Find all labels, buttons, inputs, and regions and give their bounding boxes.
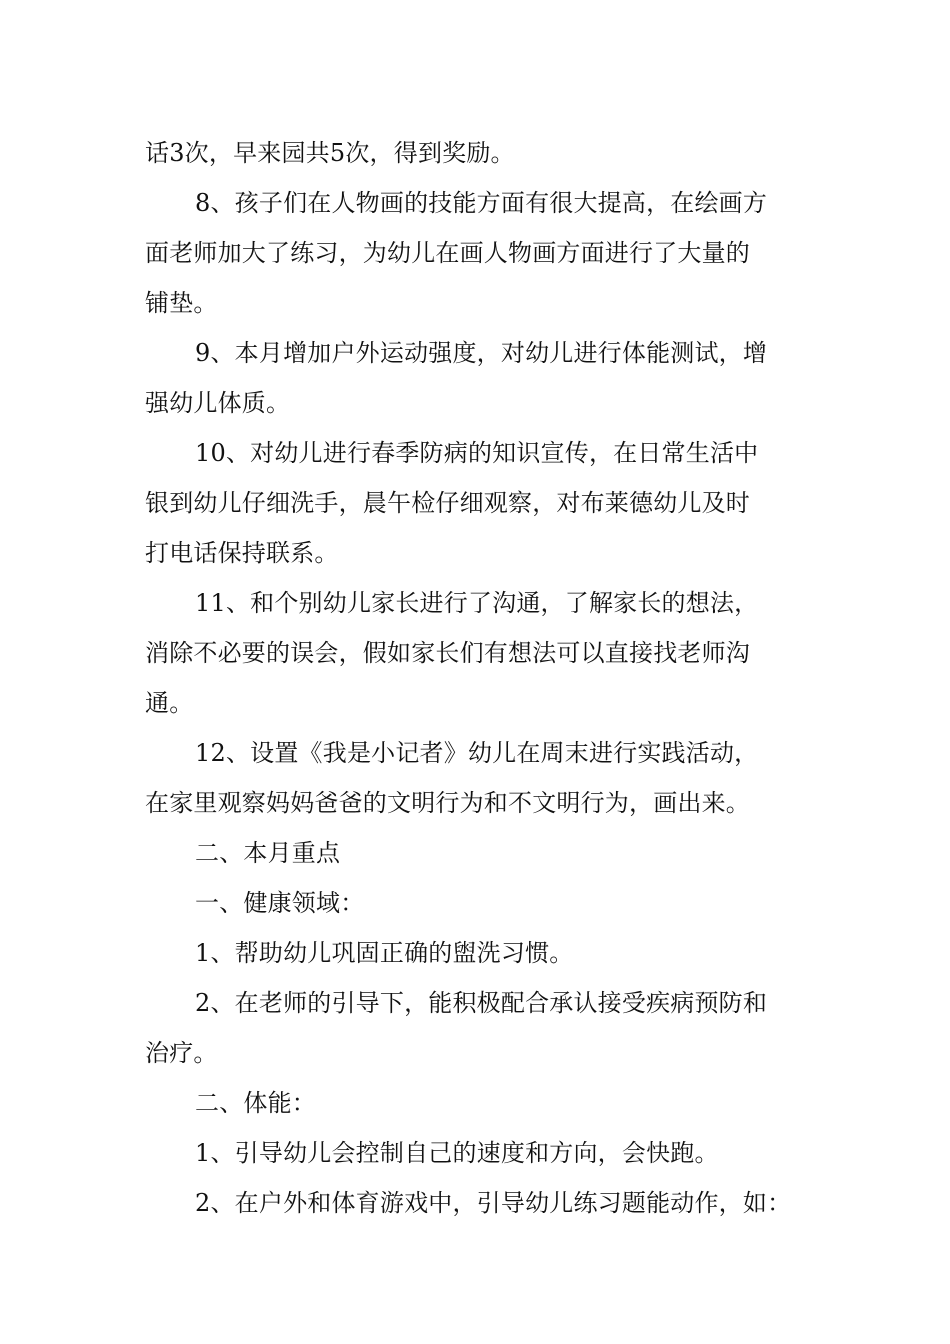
text-line: 铺垫。 (145, 289, 218, 317)
paragraph-item-8-start: 8、孩子们在人物画的技能方面有很大提高，在绘画方 (195, 189, 768, 217)
list-item: 2、在户外和体育游戏中，引导幼儿练习题能动作，如： (195, 1189, 792, 1217)
paragraph-item-11-start: 11、和个别幼儿家长进行了沟通，了解家长的想法， (195, 589, 759, 617)
subsection-heading: 二、体能： (195, 1089, 316, 1117)
list-item: 1、帮助幼儿巩固正确的盥洗习惯。 (195, 939, 574, 967)
list-item: 2、在老师的引导下，能积极配合承认接受疾病预防和 (195, 989, 768, 1017)
section-heading: 二、本月重点 (195, 839, 341, 867)
text-line: 消除不必要的误会，假如家长们有想法可以直接找老师沟 (145, 639, 750, 667)
subsection-heading: 一、健康领域： (195, 889, 365, 917)
text-line: 通。 (145, 689, 194, 717)
paragraph-item-12-start: 12、设置《我是小记者》幼儿在周末进行实践活动， (195, 739, 759, 767)
text-line: 银到幼儿仔细洗手，晨午检仔细观察，对布莱德幼儿及时 (145, 489, 750, 517)
document-body (145, 128, 825, 1228)
list-item: 1、引导幼儿会控制自己的速度和方向，会快跑。 (195, 1139, 719, 1167)
text-line: 强幼儿体质。 (145, 389, 291, 417)
text-line: 打电话保持联系。 (145, 539, 339, 567)
text-line: 在家里观察妈妈爸爸的文明行为和不文明行为，画出来。 (145, 789, 750, 817)
text-line: 治疗。 (145, 1039, 218, 1067)
paragraph-item-10-start: 10、对幼儿进行春季防病的知识宣传，在日常生活中 (195, 439, 759, 467)
text-line: 面老师加大了练习，为幼儿在画人物画方面进行了大量的 (145, 239, 750, 267)
paragraph-item-9-start: 9、本月增加户外运动强度，对幼儿进行体能测试，增 (195, 339, 768, 367)
text-line: 话3次，早来园共5次，得到奖励。 (145, 139, 515, 167)
